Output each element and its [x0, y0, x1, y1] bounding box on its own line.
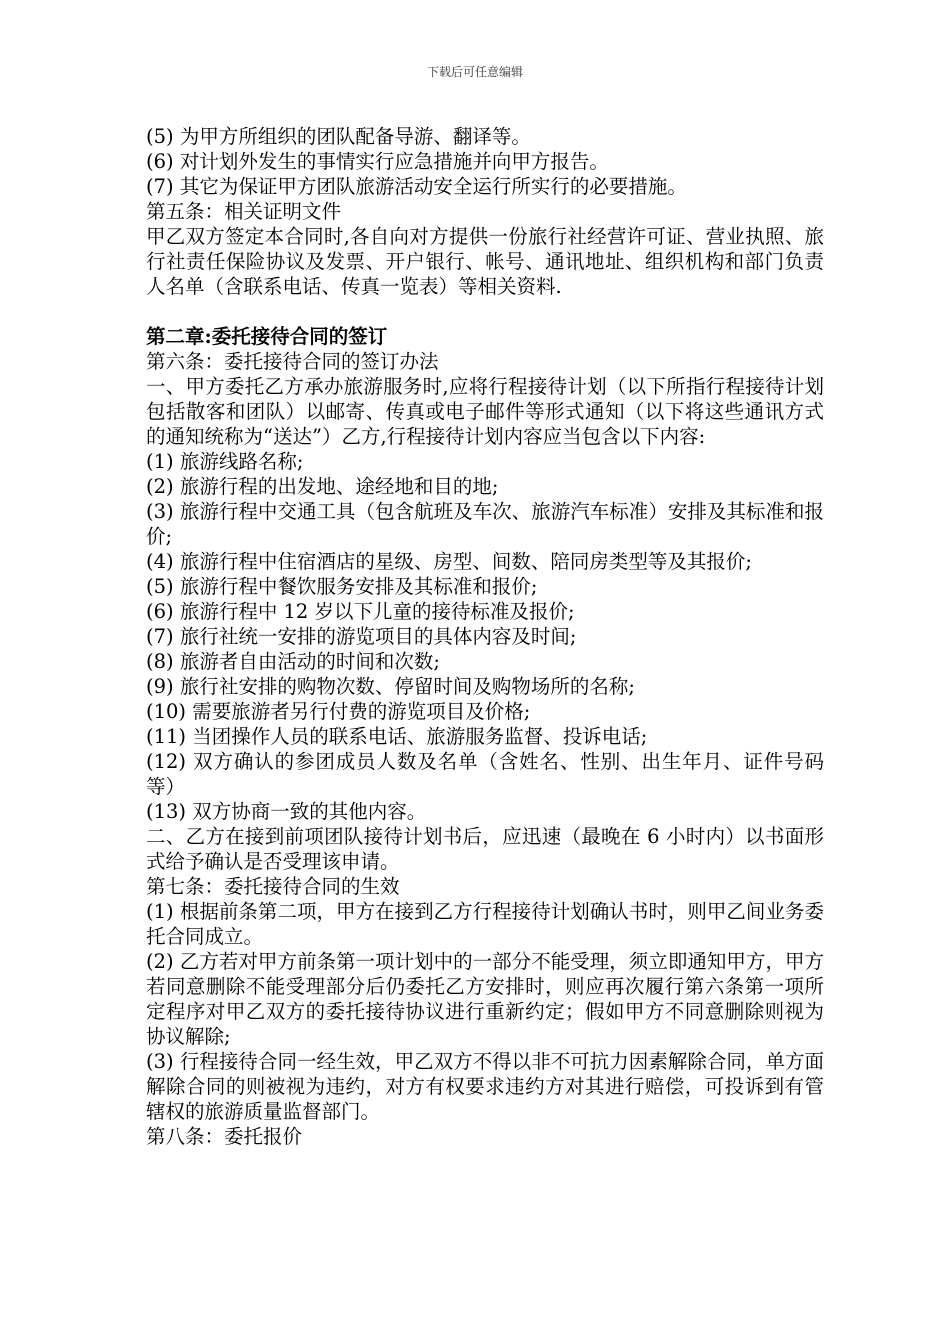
article-5-body: 甲乙双方签定本合同时,各自向对方提供一份旅行社经营许可证、营业执照、旅行社责任保险协议及发票、开户银行、帐号、通讯地址、组织机构和部门负责人名单（含联系电话、传真一览表）等相关资料.	[146, 225, 824, 298]
spacer	[146, 299, 824, 324]
list-item: (9) 旅行社安排的购物次数、停留时间及购物场所的名称;	[146, 675, 635, 698]
list-item: (7) 其它为保证甲方团队旅游活动安全运行所实行的必要措施。	[146, 175, 687, 198]
chapter-2-title: 第二章:委托接待合同的签订	[146, 325, 388, 348]
list-item: (12) 双方确认的参团成员人数及名单（含姓名、性别、出生年月、证件号码等）	[146, 750, 824, 798]
list-item: (11) 当团操作人员的联系电话、旅游服务监督、投诉电话;	[146, 725, 648, 748]
article-6-para-2: 二、乙方在接到前项团队接待计划书后，应迅速（最晚在 6 小时内）以书面形式给予确认是否受理该申请。	[146, 825, 824, 873]
list-item: (1) 旅游线路名称;	[146, 450, 304, 473]
list-item: (1) 根据前条第二项，甲方在接到乙方行程接待计划确认书时，则甲乙间业务委托合同成立。	[146, 900, 824, 948]
document-body	[146, 124, 824, 1149]
list-item: (3) 行程接待合同一经生效，甲乙双方不得以非不可抗力因素解除合同，单方面解除合同的则被视为违约，对方有权要求违约方对其进行赔偿，可投诉到有管辖权的旅游质量监督部门。	[146, 1050, 824, 1123]
list-item: (13) 双方协商一致的其他内容。	[146, 800, 427, 823]
article-6-title: 第六条：委托接待合同的签订办法	[146, 350, 439, 373]
list-item: (4) 旅游行程中住宿酒店的星级、房型、间数、陪同房类型等及其报价;	[146, 550, 752, 573]
list-item: (2) 旅游行程的出发地、途经地和目的地;	[146, 475, 499, 498]
list-item: (8) 旅游者自由活动的时间和次数;	[146, 650, 440, 673]
list-item: (2) 乙方若对甲方前条第一项计划中的一部分不能受理，须立即通知甲方，甲方若同意删除不能受理部分后仍委托乙方安排时，则应再次履行第六条第一项所定程序对甲乙双方的委托接待协议进行重新约定；假如甲方不同意删除则视为协议解除;	[146, 950, 824, 1048]
article-6-para-1: 一、甲方委托乙方承办旅游服务时,应将行程接待计划（以下所指行程接待计划包括散客和团队）以邮寄、传真或电子邮件等形式通知（以下将这些通讯方式的通知统称为“送达”）乙方,行程接待计划内容应当包含以下内容:	[146, 375, 824, 448]
article-7-title: 第七条：委托接待合同的生效	[146, 875, 400, 898]
list-item: (5) 旅游行程中餐饮服务安排及其标准和报价;	[146, 575, 538, 598]
article-5-title: 第五条：相关证明文件	[146, 200, 342, 223]
list-item: (5) 为甲方所组织的团队配备导游、翻译等。	[146, 125, 531, 148]
page-header-note: 下载后可任意编辑	[426, 65, 523, 79]
list-item: (6) 对计划外发生的事情实行应急措施并向甲方报告。	[146, 150, 609, 173]
list-item: (10) 需要旅游者另行付费的游览项目及价格;	[146, 700, 531, 723]
list-item: (3) 旅游行程中交通工具（包含航班及车次、旅游汽车标准）安排及其标准和报价;	[146, 500, 824, 548]
list-item: (7) 旅行社统一安排的游览项目的具体内容及时间;	[146, 625, 577, 648]
article-8-title: 第八条：委托报价	[146, 1125, 303, 1148]
list-item: (6) 旅游行程中 12 岁以下儿童的接待标准及报价;	[146, 600, 575, 623]
